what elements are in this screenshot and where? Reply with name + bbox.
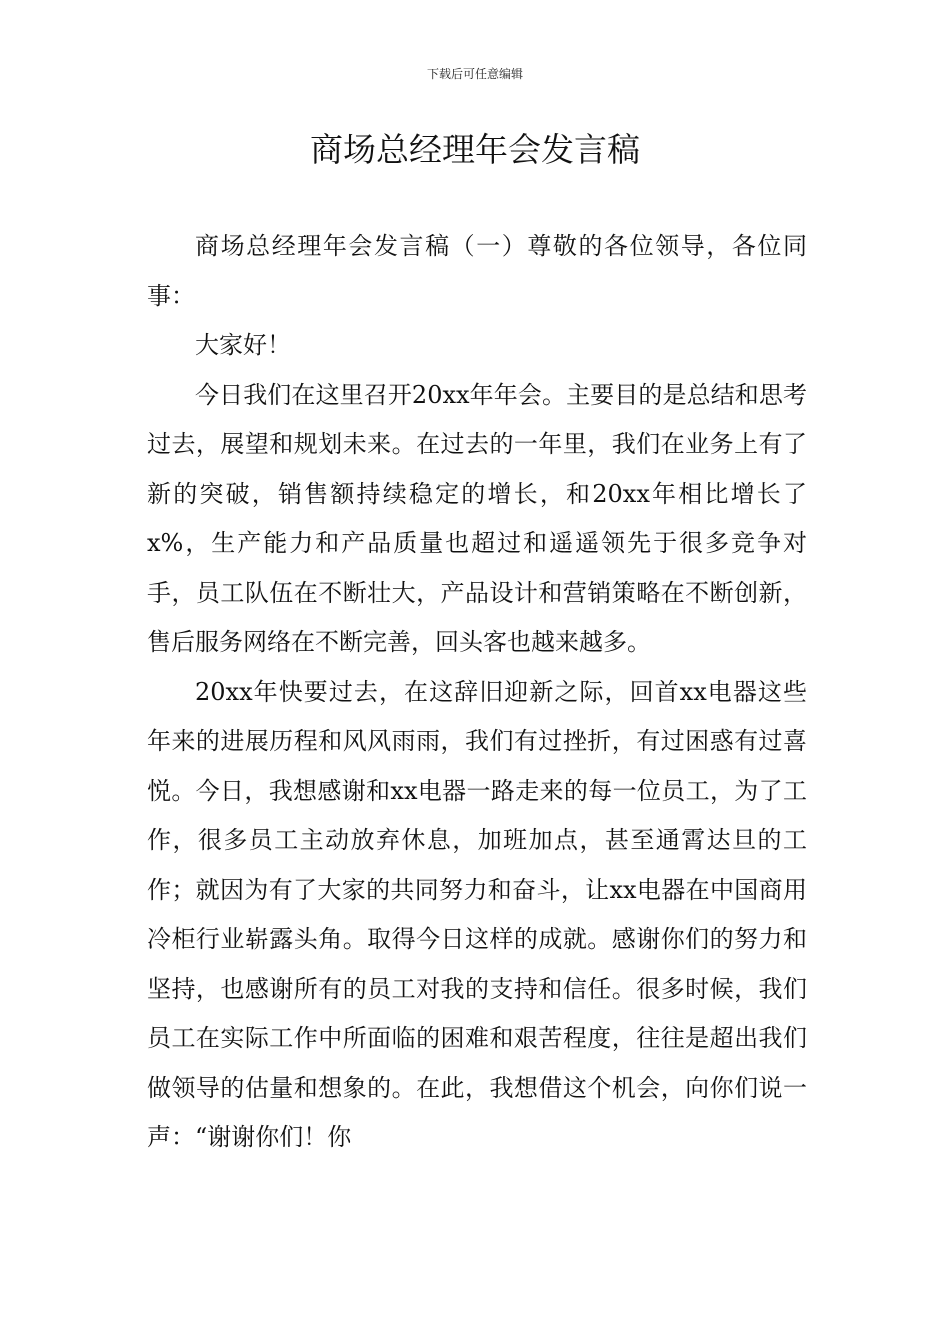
document-body bbox=[147, 222, 807, 1163]
paragraph-greeting: 商场总经理年会发言稿（一）尊敬的各位领导，各位同事： bbox=[147, 232, 807, 310]
paragraph-hello: 大家好！ bbox=[195, 331, 291, 359]
paragraph-summary: 今日我们在这里召开20xx年年会。主要目的是总结和思考过去，展望和规划未来。在过去的一年里，我们在业务上有了新的突破，销售额持续稳定的增长，和20xx年相比增长了x%，生产能力和产品质量也超过和遥遥领先于很多竞争对手，员工队伍在不断壮大，产品设计和营销策略在不断创新，售后服务网络在不断完善，回头客也越来越多。 bbox=[147, 380, 807, 656]
paragraph-thanks: 20xx年快要过去，在这辞旧迎新之际，回首xx电器这些年来的进展历程和风风雨雨，我们有过挫折，有过困惑有过喜悦。今日，我想感谢和xx电器一路走来的每一位员工，为了工作，很多员工主动放弃休息，加班加点，甚至通霄达旦的工作；就因为有了大家的共同努力和奋斗，让xx电器在中国商用冷柜行业崭露头角。取得今日这样的成就。感谢你们的努力和坚持，也感谢所有的员工对我的支持和信任。很多时候，我们员工在实际工作中所面临的困难和艰苦程度，往往是超出我们做领导的估量和想象的。在此，我想借这个机会，向你们说一声：“谢谢你们！你 bbox=[147, 677, 807, 1151]
header-note: 下载后可任意编辑 bbox=[426, 67, 523, 81]
document-title: 商场总经理年会发言稿 bbox=[310, 130, 640, 169]
